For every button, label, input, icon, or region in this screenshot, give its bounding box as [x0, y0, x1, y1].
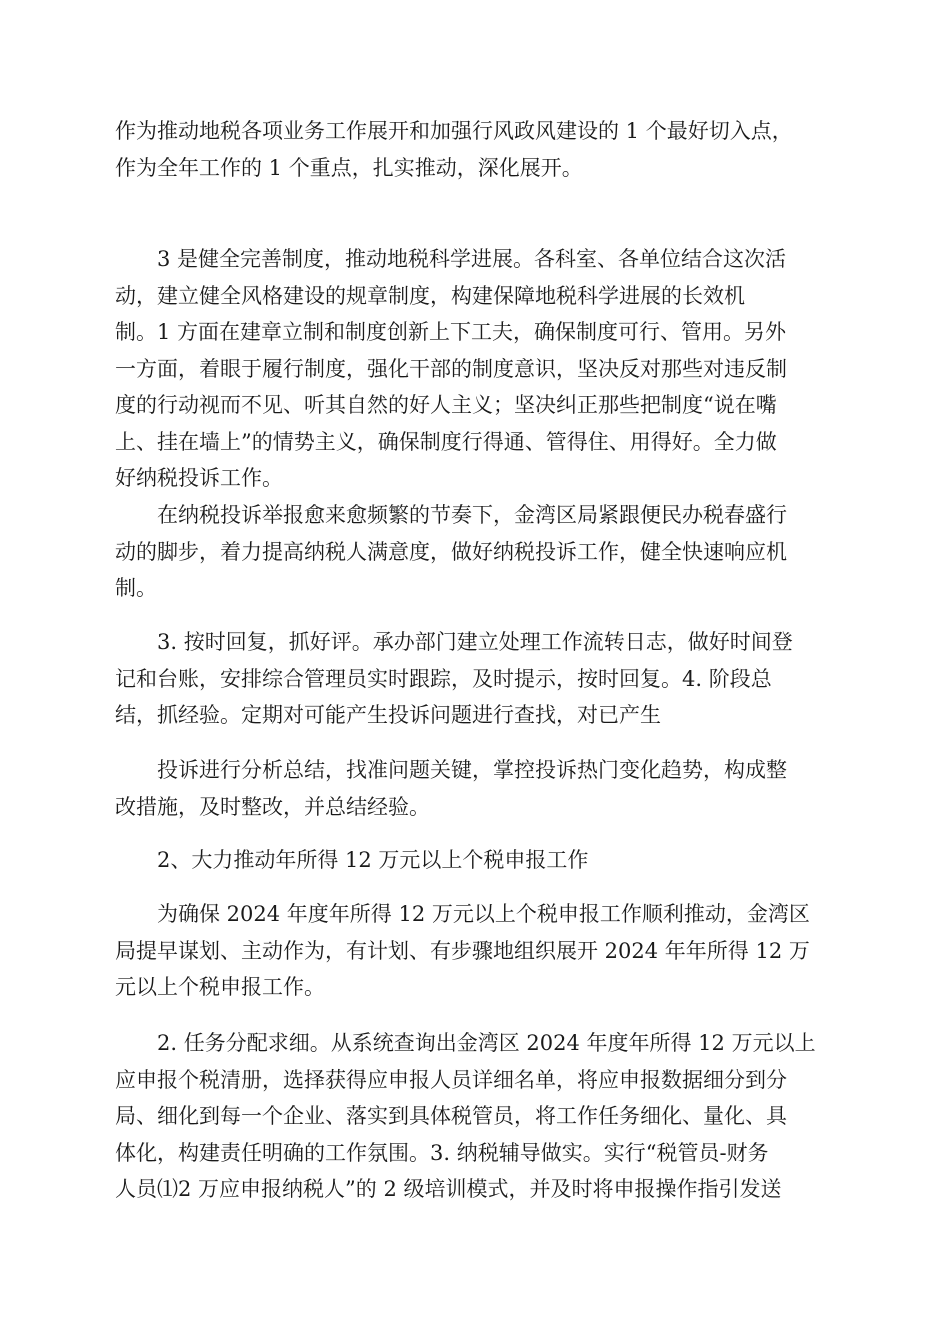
- paragraph-line: 在纳税投诉举报愈来愈频繁的节奏下，金湾区局紧跟便民办税春盛行: [115, 503, 787, 527]
- paragraph-line: 度的行动视而不见、听其自然的好人主义；坚决纠正那些把制度“说在嘴: [115, 393, 777, 417]
- paragraph-1: [115, 113, 835, 186]
- paragraph-line: 好纳税投诉工作。: [115, 466, 283, 490]
- paragraph-line: 局、细化到每一个企业、落实到具体税管员，将工作任务细化、量化、具: [115, 1104, 787, 1128]
- paragraph-line: 应申报个税清册，选择获得应申报人员详细名单，将应申报数据细分到分: [115, 1067, 787, 1092]
- paragraph-line: 元以上个税申报工作。: [115, 975, 325, 999]
- paragraph-line: 动的脚步，着力提高纳税人满意度，做好纳税投诉工作，健全快速响应机: [115, 539, 787, 564]
- paragraph-8: [115, 1025, 835, 1208]
- paragraph-line: 人员⑴2 万应申报纳税人”的 2 级培训模式，并及时将申报操作指引发送: [115, 1177, 782, 1201]
- paragraph-line: 投诉进行分析总结，找准问题关键，掌控投诉热门变化趋势，构成整: [115, 758, 787, 782]
- paragraph-line: 制。: [115, 576, 157, 600]
- paragraph-4: [115, 624, 835, 734]
- paragraph-7: [115, 896, 835, 1006]
- paragraph-line: 为确保 2024 年度年所得 12 万元以上个税申报工作顺利推动，金湾区: [115, 902, 810, 926]
- paragraph-line: 上、挂在墙上”的情势主义，确保制度行得通、管得住、用得好。全力做: [115, 429, 777, 454]
- paragraph-line: 3 是健全完善制度，推动地税科学进展。各科室、各单位结合这次活: [115, 247, 787, 271]
- paragraph-line: 作为推动地税各项业务工作展开和加强行风政风建设的 1 个最好切入点，: [115, 119, 793, 143]
- paragraph-line: 2. 任务分配求细。从系统查询出金湾区 2024 年度年所得 12 万元以上: [115, 1031, 816, 1055]
- paragraph-line: 一方面，着眼于履行制度，强化干部的制度意识，坚决反对那些对违反制: [115, 356, 787, 381]
- paragraph-2: [115, 241, 835, 497]
- paragraph-line: 作为全年工作的 1 个重点，扎实推动，深化展开。: [115, 155, 583, 180]
- paragraph-line: 体化，构建责任明确的工作氛围。3. 纳税辅导做实。实行“税管员-财务: [115, 1140, 769, 1165]
- paragraph-line: 2、大力推动年所得 12 万元以上个税申报工作: [115, 848, 589, 872]
- paragraph-3: [115, 497, 835, 607]
- paragraph-line: 改措施，及时整改，并总结经验。: [115, 794, 430, 819]
- paragraph-line: 记和台账，安排综合管理员实时跟踪，及时提示，按时回复。4. 阶段总: [115, 666, 772, 691]
- paragraph-line: 制。1 方面在建章立制和制度创新上下工夫，确保制度可行、管用。另外: [115, 320, 787, 344]
- paragraph-line: 局提早谋划、主动作为，有计划、有步骤地组织展开 2024 年年所得 12 万: [115, 938, 810, 963]
- paragraph-line: 结，抓经验。定期对可能产生投诉问题进行查找，对已产生: [115, 703, 661, 727]
- paragraph-5: [115, 752, 835, 825]
- paragraph-line: 动，建立健全风格建设的规章制度，构建保障地税科学进展的长效机: [115, 283, 745, 308]
- paragraph-line: 3. 按时回复，抓好评。承办部门建立处理工作流转日志，做好时间登: [115, 630, 793, 654]
- section-heading: [115, 842, 835, 879]
